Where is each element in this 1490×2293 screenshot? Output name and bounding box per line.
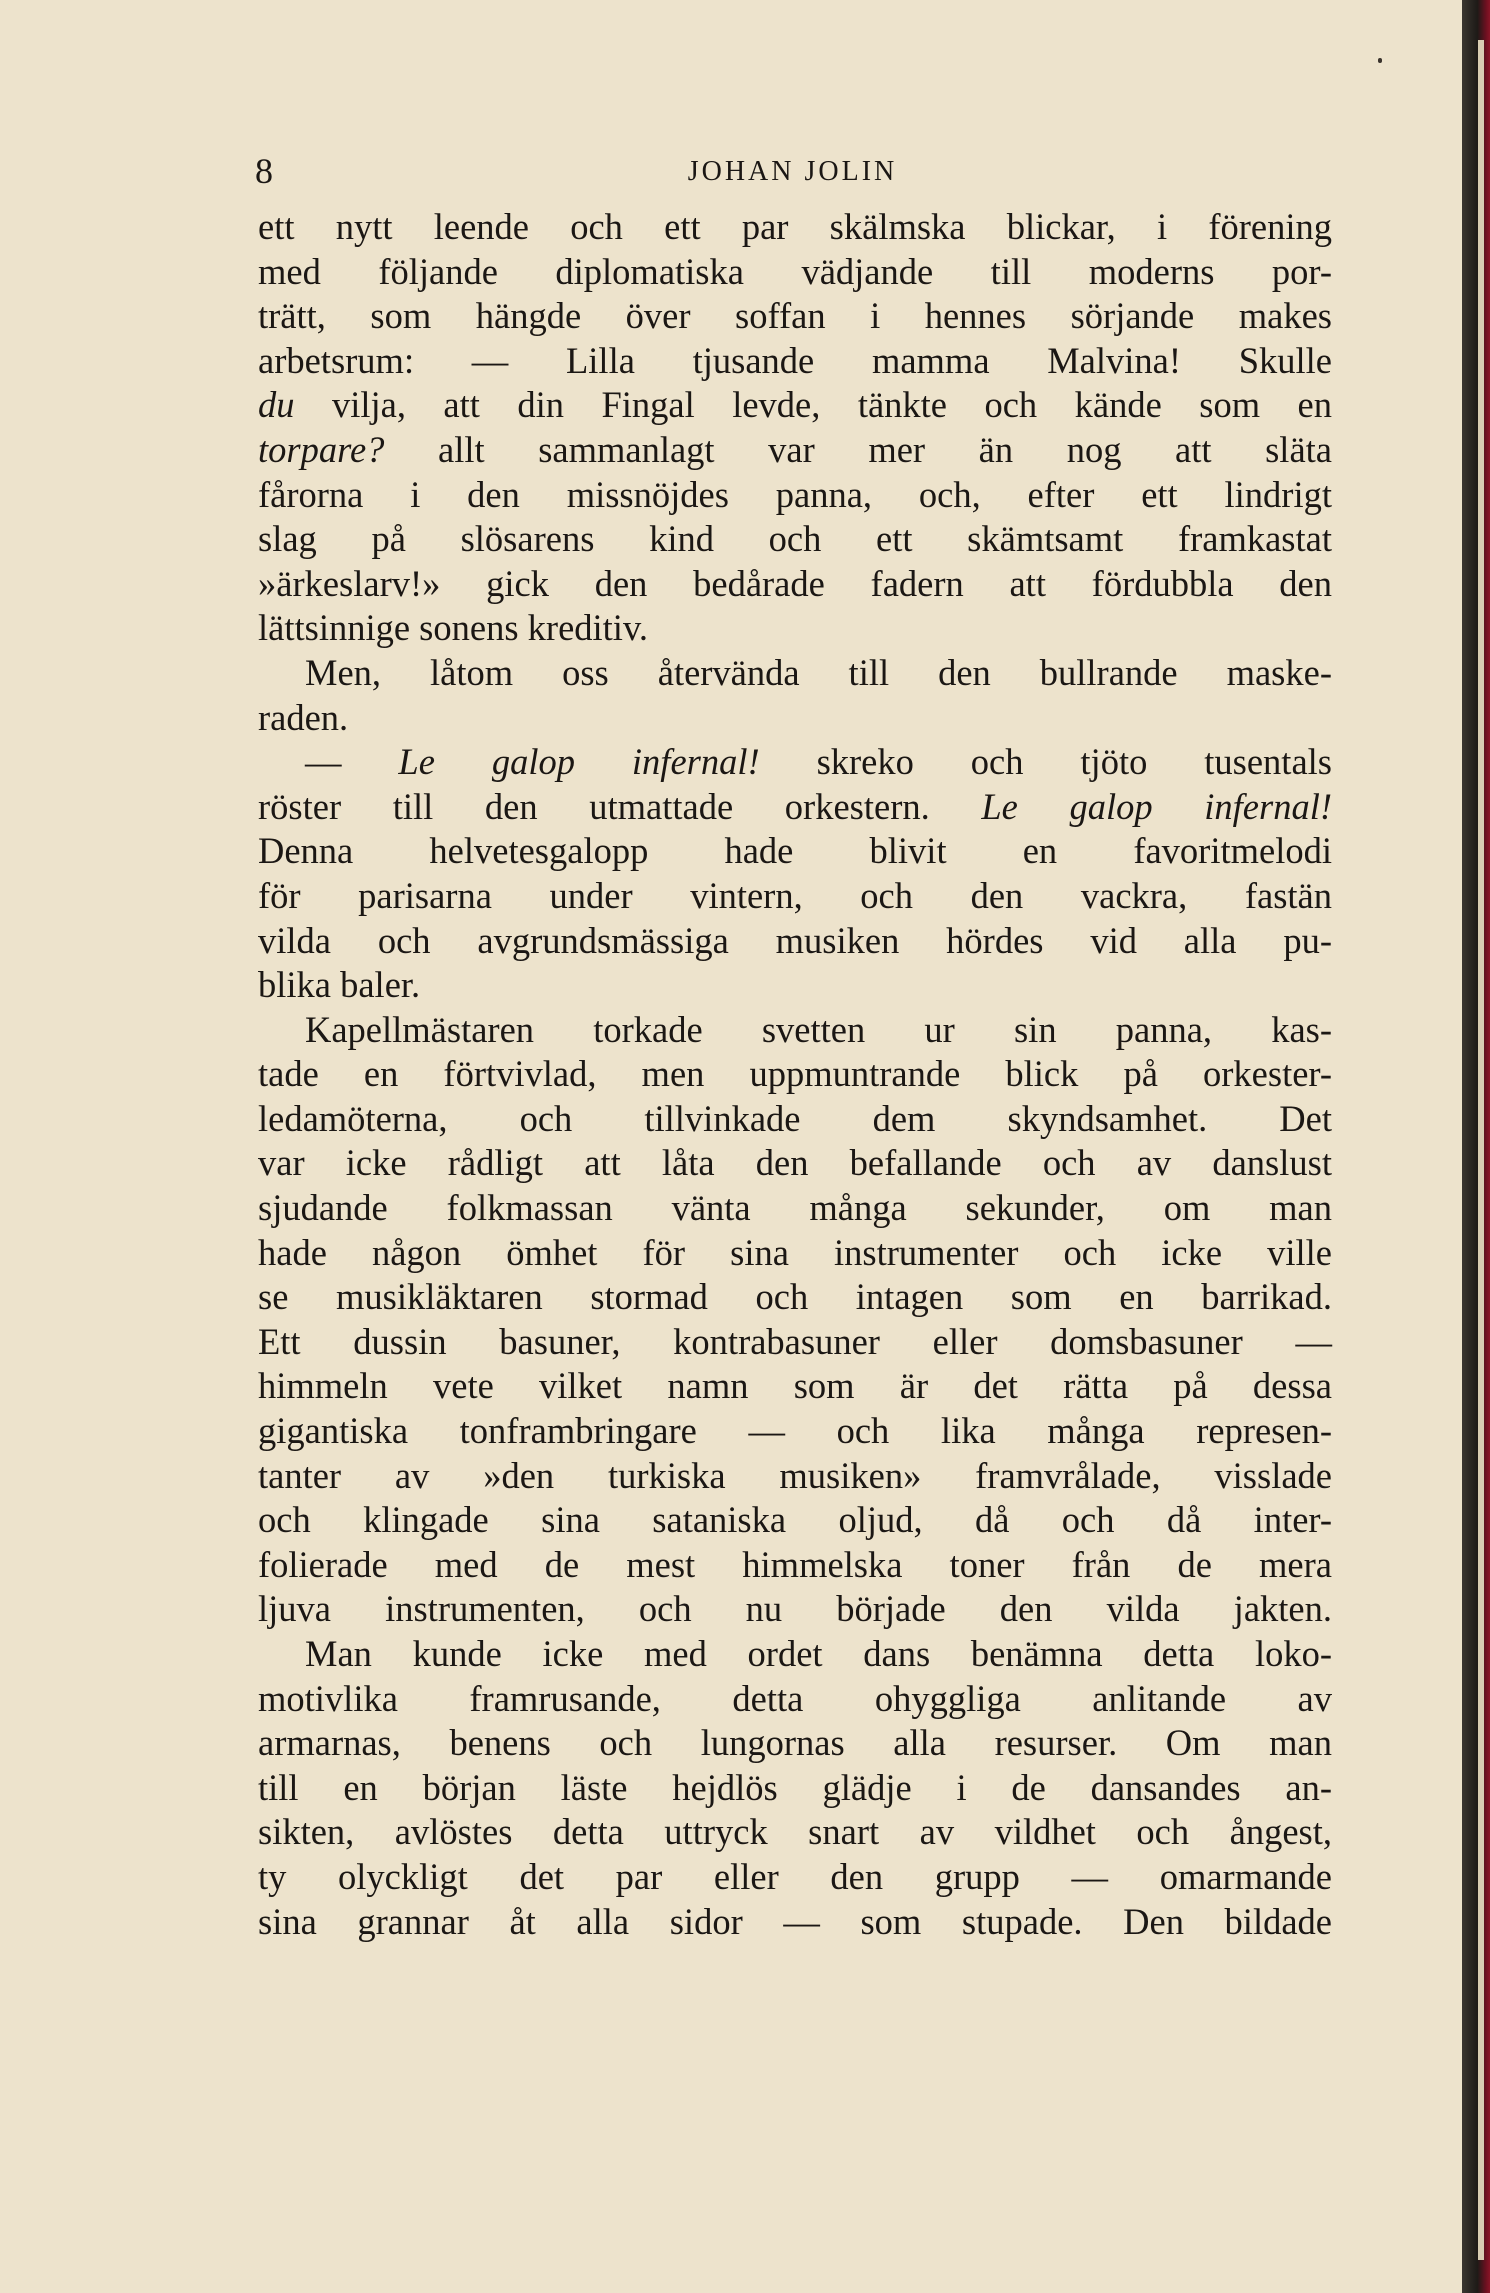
text-run: Ett dussin basuner, kontrabasuner eller domsbasuner — (258, 1320, 1332, 1362)
text-line (258, 1409, 1332, 1454)
italic-run: Le galop infernal! (398, 741, 760, 783)
text-line (258, 651, 1332, 696)
text-run: sjudande folkmassan vänta många sekunder, om man (258, 1187, 1332, 1229)
text-run: Men, låtom oss återvända till den bullrande maske- (305, 651, 1332, 693)
text-run: allt sammanlagt var mer än nog att släta (384, 428, 1332, 470)
text-line (258, 1186, 1332, 1231)
text-run: slag på slösarens kind och ett skämtsamt framkastat (258, 518, 1332, 560)
text-run: ledamöterna, och tillvinkade dem skyndsamhet. Det (258, 1097, 1332, 1139)
text-run: — (305, 741, 399, 783)
text-line (258, 205, 1332, 250)
text-line (258, 1231, 1332, 1276)
text-run: arbetsrum: — Lilla tjusande mamma Malvina! Skulle (258, 339, 1332, 381)
text-line (258, 829, 1332, 874)
text-run: var icke rådligt att låta den befallande och av danslust (258, 1142, 1332, 1184)
text-run: ljuva instrumenten, och nu började den vilda jakten. (258, 1588, 1332, 1630)
book-spine-edge (1462, 0, 1490, 2293)
text-line (258, 1364, 1332, 1409)
text-line (258, 294, 1332, 339)
text-line (258, 1632, 1332, 1677)
text-run: blika baler. (258, 964, 421, 1006)
text-line (258, 1810, 1332, 1855)
text-line (258, 383, 1332, 428)
text-line (258, 339, 1332, 384)
text-line (258, 1900, 1332, 1945)
text-run: med följande diplomatiska vädjande till moderns por- (258, 250, 1332, 292)
text-line (258, 740, 1332, 785)
text-line (258, 696, 1332, 741)
text-line (258, 1454, 1332, 1499)
italic-run: Le galop infernal! (981, 785, 1333, 827)
text-run: armarnas, benens och lungornas alla resurser. Om man (258, 1722, 1332, 1764)
italic-run: torpare? (258, 428, 385, 470)
text-line (258, 1097, 1332, 1142)
text-run: motivlika framrusande, detta ohyggliga anlitande av (258, 1677, 1332, 1719)
text-line (258, 1721, 1332, 1766)
text-line (258, 1008, 1332, 1053)
text-line (258, 473, 1332, 518)
ink-speck (1378, 58, 1382, 63)
text-run: se musikläktaren stormad och intagen som en barrikad. (258, 1276, 1332, 1318)
text-run: folierade med de mest himmelska toner från de mera (258, 1543, 1332, 1585)
text-line (258, 1587, 1332, 1632)
text-run: vilda och avgrundsmässiga musiken hördes vid alla pu- (258, 919, 1332, 961)
text-line (258, 606, 1332, 651)
text-line (258, 517, 1332, 562)
text-run: raden. (258, 696, 349, 738)
body-text (258, 205, 1332, 1944)
text-line (258, 1141, 1332, 1186)
text-line (258, 250, 1332, 295)
text-line (258, 562, 1332, 607)
text-run: tanter av »den turkiska musiken» framvrålade, visslade (258, 1454, 1332, 1496)
text-line (258, 1320, 1332, 1365)
text-run: trätt, som hängde över soffan i hennes sörjande makes (258, 295, 1332, 337)
text-run: Man kunde icke med ordet dans benämna detta loko- (305, 1633, 1332, 1674)
text-line (258, 919, 1332, 964)
text-run: för parisarna under vintern, och den vackra, fastän (258, 874, 1332, 916)
text-run: till en början läste hejdlös glädje i de dansandes an- (258, 1766, 1332, 1808)
italic-run: du (258, 384, 295, 426)
text-run: Denna helvetesgalopp hade blivit en favoritmelodi (258, 830, 1332, 872)
text-line (258, 1766, 1332, 1811)
text-run: sikten, avlöstes detta uttryck snart av vildhet och ångest, (258, 1811, 1332, 1853)
text-run: ty olyckligt det par eller den grupp — omarmande (258, 1855, 1332, 1897)
text-run: röster till den utmattade orkestern. (258, 785, 982, 827)
text-run: fårorna i den missnöjdes panna, och, efter ett lindrigt (258, 473, 1332, 515)
page-header (255, 150, 1330, 200)
paper-edge (1478, 40, 1484, 2260)
running-head: JOHAN JOLIN (687, 156, 898, 187)
text-line (258, 1052, 1332, 1097)
text-run: gigantiska tonframbringare — och lika många represen- (258, 1410, 1332, 1452)
text-run: lättsinnige sonens kreditiv. (258, 607, 648, 649)
text-run: himmeln vete vilket namn som är det rätta på dessa (258, 1365, 1332, 1407)
text-run: ett nytt leende och ett par skälmska blickar, i förening (258, 206, 1332, 247)
page-number: 8 (255, 151, 273, 191)
text-line (258, 785, 1332, 830)
text-line (258, 1543, 1332, 1588)
text-run: skreko och tjöto tusentals (759, 741, 1332, 783)
text-line (258, 1677, 1332, 1722)
text-line (258, 963, 1332, 1008)
text-run: tade en förtvivlad, men uppmuntrande blick på orkester- (258, 1053, 1332, 1095)
text-run: och klingade sina sataniska oljud, då och då inter- (258, 1499, 1332, 1541)
text-run: »ärkeslarv!» gick den bedårade fadern att fördubbla den (258, 562, 1332, 604)
text-line (258, 874, 1332, 919)
text-run: hade någon ömhet för sina instrumenter och icke ville (258, 1231, 1332, 1273)
text-line (258, 1498, 1332, 1543)
text-line (258, 1275, 1332, 1320)
text-run: Kapellmästaren torkade svetten ur sin panna, kas- (305, 1008, 1332, 1050)
text-line (258, 1855, 1332, 1900)
text-line (258, 428, 1332, 473)
text-run: sina grannar åt alla sidor — som stupade. Den bildade (258, 1900, 1332, 1942)
text-run: vilja, att din Fingal levde, tänkte och kände som en (294, 384, 1332, 426)
